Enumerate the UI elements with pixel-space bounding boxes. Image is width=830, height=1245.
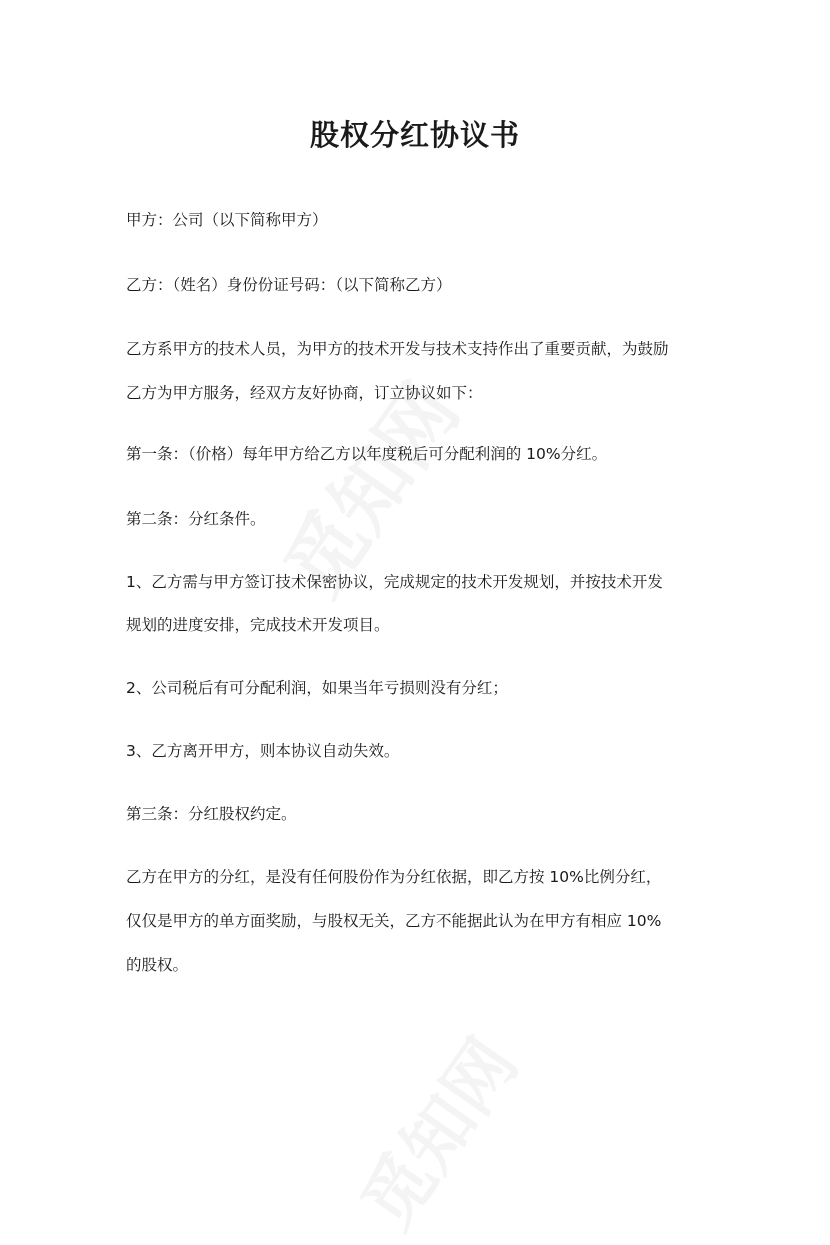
party-a-line: 甲方：公司（以下简称甲方）: [126, 211, 328, 229]
party-b-line: 乙方：（姓名）身份份证号码：（以下简称乙方）: [126, 276, 452, 294]
document-title: 股权分红协议书: [309, 118, 520, 152]
article-3-heading: 第三条：分红股权约定。: [126, 805, 297, 823]
preamble-line-2: 乙方为甲方服务，经双方友好协商，订立协议如下：: [126, 384, 483, 402]
article-3-line-2: 仅仅是甲方的单方面奖励，与股权无关，乙方不能据此认为在甲方有相应 10%: [126, 912, 662, 930]
preamble-line-1: 乙方系甲方的技术人员，为甲方的技术开发与技术支持作出了重要贡献，为鼓励: [126, 340, 669, 358]
article-3-line-1: 乙方在甲方的分红，是没有任何股份作为分红依据，即乙方按 10%比例分红，: [126, 868, 662, 886]
condition-1-line-1: 1、乙方需与甲方签订技术保密协议，完成规定的技术开发规划，并按技术开发: [126, 573, 663, 591]
condition-1-line-2: 规划的进度安排，完成技术开发项目。: [126, 616, 390, 634]
article-2-heading: 第二条：分红条件。: [126, 510, 266, 528]
condition-2: 2、公司税后有可分配利润，如果当年亏损则没有分红；: [126, 679, 508, 697]
article-3-line-3: 的股权。: [126, 956, 189, 974]
article-1: 第一条：（价格）每年甲方给乙方以年度税后可分配利润的 10%分红。: [126, 445, 608, 463]
watermark: [333, 1016, 536, 1245]
condition-3: 3、乙方离开甲方，则本协议自动失效。: [126, 742, 400, 760]
